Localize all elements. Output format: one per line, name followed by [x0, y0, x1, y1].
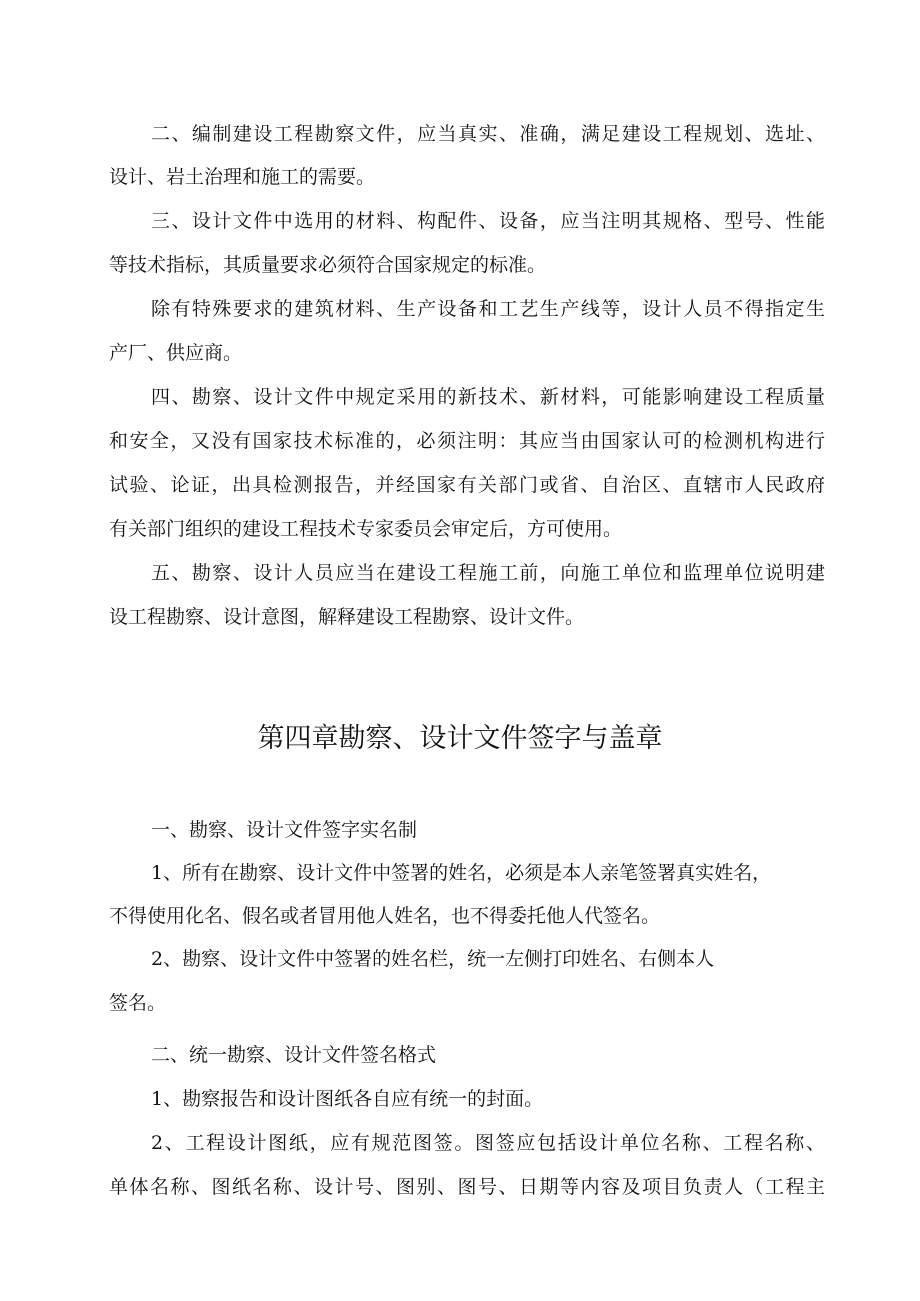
paragraph-line: 1、所有在勘察、设计文件中签署的姓名，必须是本人亲笔签署真实姓名，: [151, 862, 772, 884]
paragraph-line: 单体名称、图纸名称、设计号、图别、图号、日期等内容及项目负责人（工程主: [109, 1176, 825, 1198]
paragraph-line: 2、勘察、设计文件中签署的姓名栏，统一左侧打印姓名、右侧本人: [151, 948, 715, 970]
paragraph-line: 产厂、供应商。: [109, 342, 243, 364]
paragraph-line: 签名。: [109, 992, 167, 1014]
paragraph-line: 等技术指标，其质量要求必须符合国家规定的标准。: [109, 254, 547, 276]
paragraph-line: 不得使用化名、假名或者冒用他人姓名，也不得委托他人代签名。: [109, 905, 661, 927]
paragraph-line: 有关部门组织的建设工程技术专家委员会审定后，方可使用。: [109, 518, 623, 540]
chapter-title: 第四章勘察、设计文件签字与盖章: [257, 723, 663, 754]
paragraph-line: 和安全，又没有国家技术标准的，必须注明：其应当由国家认可的检测机构进行: [109, 430, 825, 452]
paragraph-line: 设计、岩土治理和施工的需要。: [109, 166, 376, 188]
paragraph-line: 二、统一勘察、设计文件签名格式: [151, 1044, 437, 1066]
paragraph-line: 试验、论证，出具检测报告，并经国家有关部门或省、自治区、直辖市人民政府: [109, 474, 825, 496]
paragraph-line: 设工程勘察、设计意图，解释建设工程勘察、设计文件。: [109, 606, 585, 628]
paragraph-line: 一、勘察、设计文件签字实名制: [151, 819, 418, 841]
paragraph-line: 五、勘察、设计人员应当在建设工程施工前，向施工单位和监理单位说明建: [151, 562, 825, 584]
paragraph-line: 除有特殊要求的建筑材料、生产设备和工艺生产线等，设计人员不得指定生: [151, 298, 825, 320]
paragraph-line: 四、勘察、设计文件中规定采用的新技术、新材料，可能影响建设工程质量: [151, 386, 825, 408]
paragraph-line: 2、工程设计图纸，应有规范图签。图签应包括设计单位名称、工程名称、: [151, 1132, 825, 1154]
paragraph-line: 1、勘察报告和设计图纸各自应有统一的封面。: [151, 1088, 544, 1110]
paragraph-line: 三、设计文件中选用的材料、构配件、设备，应当注明其规格、型号、性能: [151, 210, 825, 232]
paragraph-line: 二、编制建设工程勘察文件，应当真实、准确，满足建设工程规划、选址、: [151, 123, 825, 145]
